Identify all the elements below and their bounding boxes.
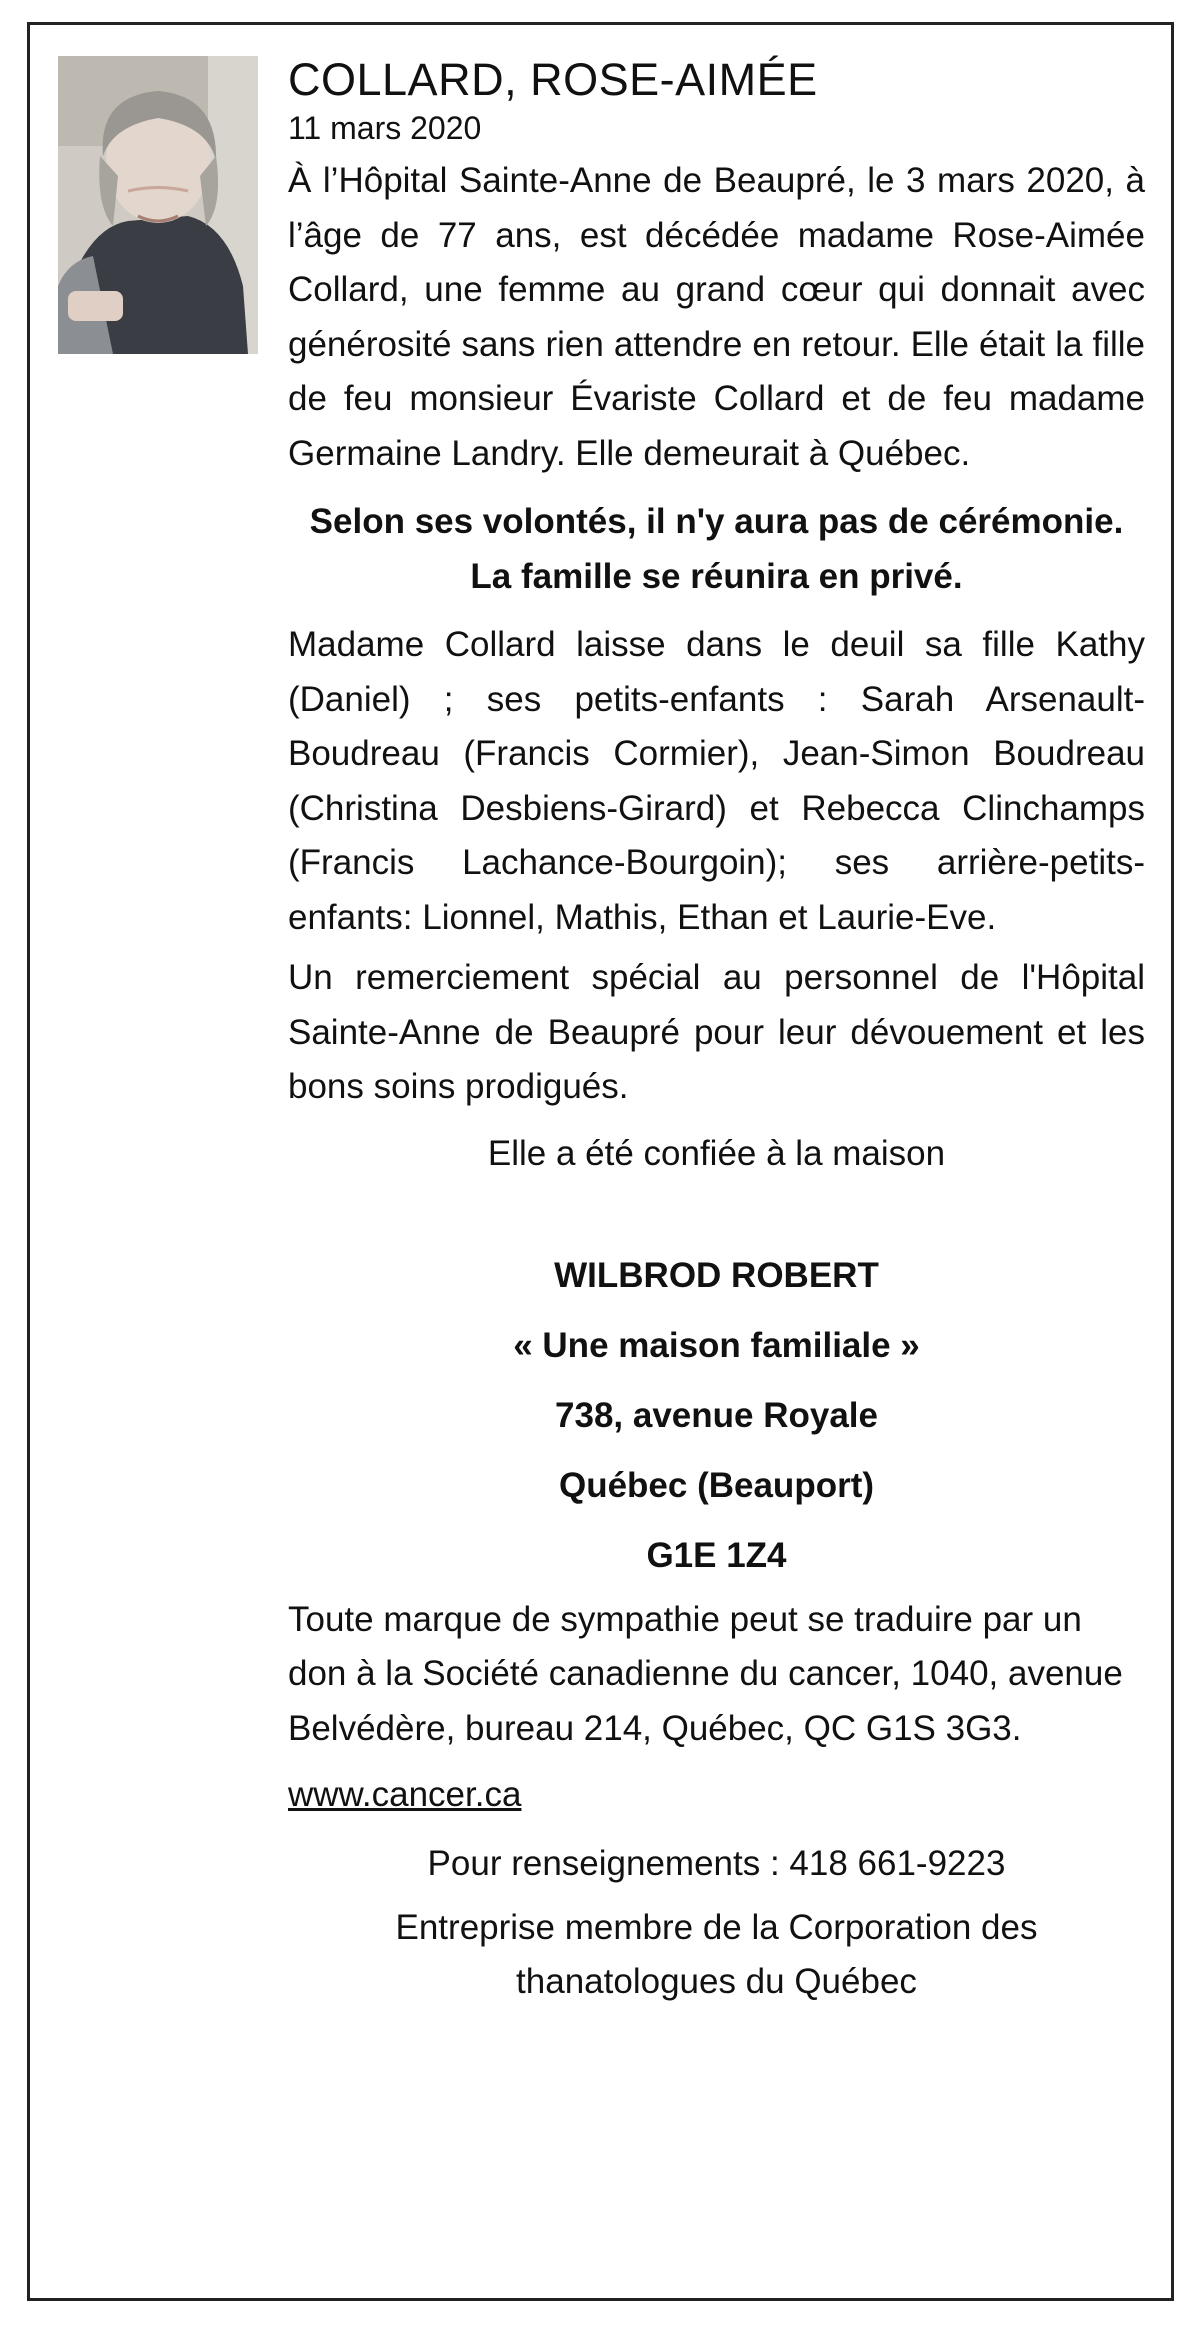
publication-date: 11 mars 2020 [288,110,482,146]
ceremony-note: Selon ses volontés, il n'y aura pas de cérémonie. La famille se réunira en privé. [309,502,1124,596]
funeral-home-address: 738, avenue Royale [555,1395,878,1435]
membership-note: Entreprise membre de la Corporation des thanatologues du Québec [395,1908,1038,2001]
entrusted-line: Elle a été confiée à la maison [487,1133,946,1173]
contact-info: Pour renseignements : 418 661-9223 [427,1844,1006,1883]
donation-paragraph: Toute marque de sympathie peut se traduire par un don à la Société canadienne du cancer, 1040, avenue Belvédère, bureau 214, Québec, QC G1S 3G3. [288,1599,1123,1748]
survivors-paragraph: Madame Collard laisse dans le deuil sa fille Kathy (Daniel) ; ses petits-enfants : Sarah Arsenault-Boudreau (Francis Cormier), Jean-Simon Boudreau (Christina Desbiens-Girard) et Rebecca Clinchamps (Francis Lachance-Bourgoin); ses arrière-petits-enfants: Lionnel, Mathis, Ethan et Laurie-Eve. [288,625,1145,937]
funeral-home-city: Québec (Beauport) [558,1465,875,1505]
obituary-content [288,52,1145,2009]
funeral-home-slogan: « Une maison familiale » [513,1325,920,1365]
portrait-photo [58,56,258,354]
intro-paragraph: À l’Hôpital Sainte-Anne de Beaupré, le 3 mars 2020, à l’âge de 77 ans, est décédée madame Rose-Aimée Collard, une femme au grand cœur qui donnait avec générosité sans rien attendre en retour. Elle était la fille de feu monsieur Évariste Collard et de feu madame Germaine Landry. Elle demeurait à Québec. [288,161,1145,473]
border-gap [30,1091,36,1097]
thanks-paragraph: Un remerciement spécial au personnel de l'Hôpital Sainte-Anne de Beaupré pour leur dévouement et les bons soins prodigués. [288,958,1145,1106]
deceased-name: COLLARD, ROSE-AIMÉE [288,54,818,105]
funeral-home-postal-code: G1E 1Z4 [646,1535,787,1575]
cancer-website-link[interactable]: www.cancer.ca [288,1775,522,1814]
funeral-home-name: WILBROD ROBERT [554,1255,879,1295]
